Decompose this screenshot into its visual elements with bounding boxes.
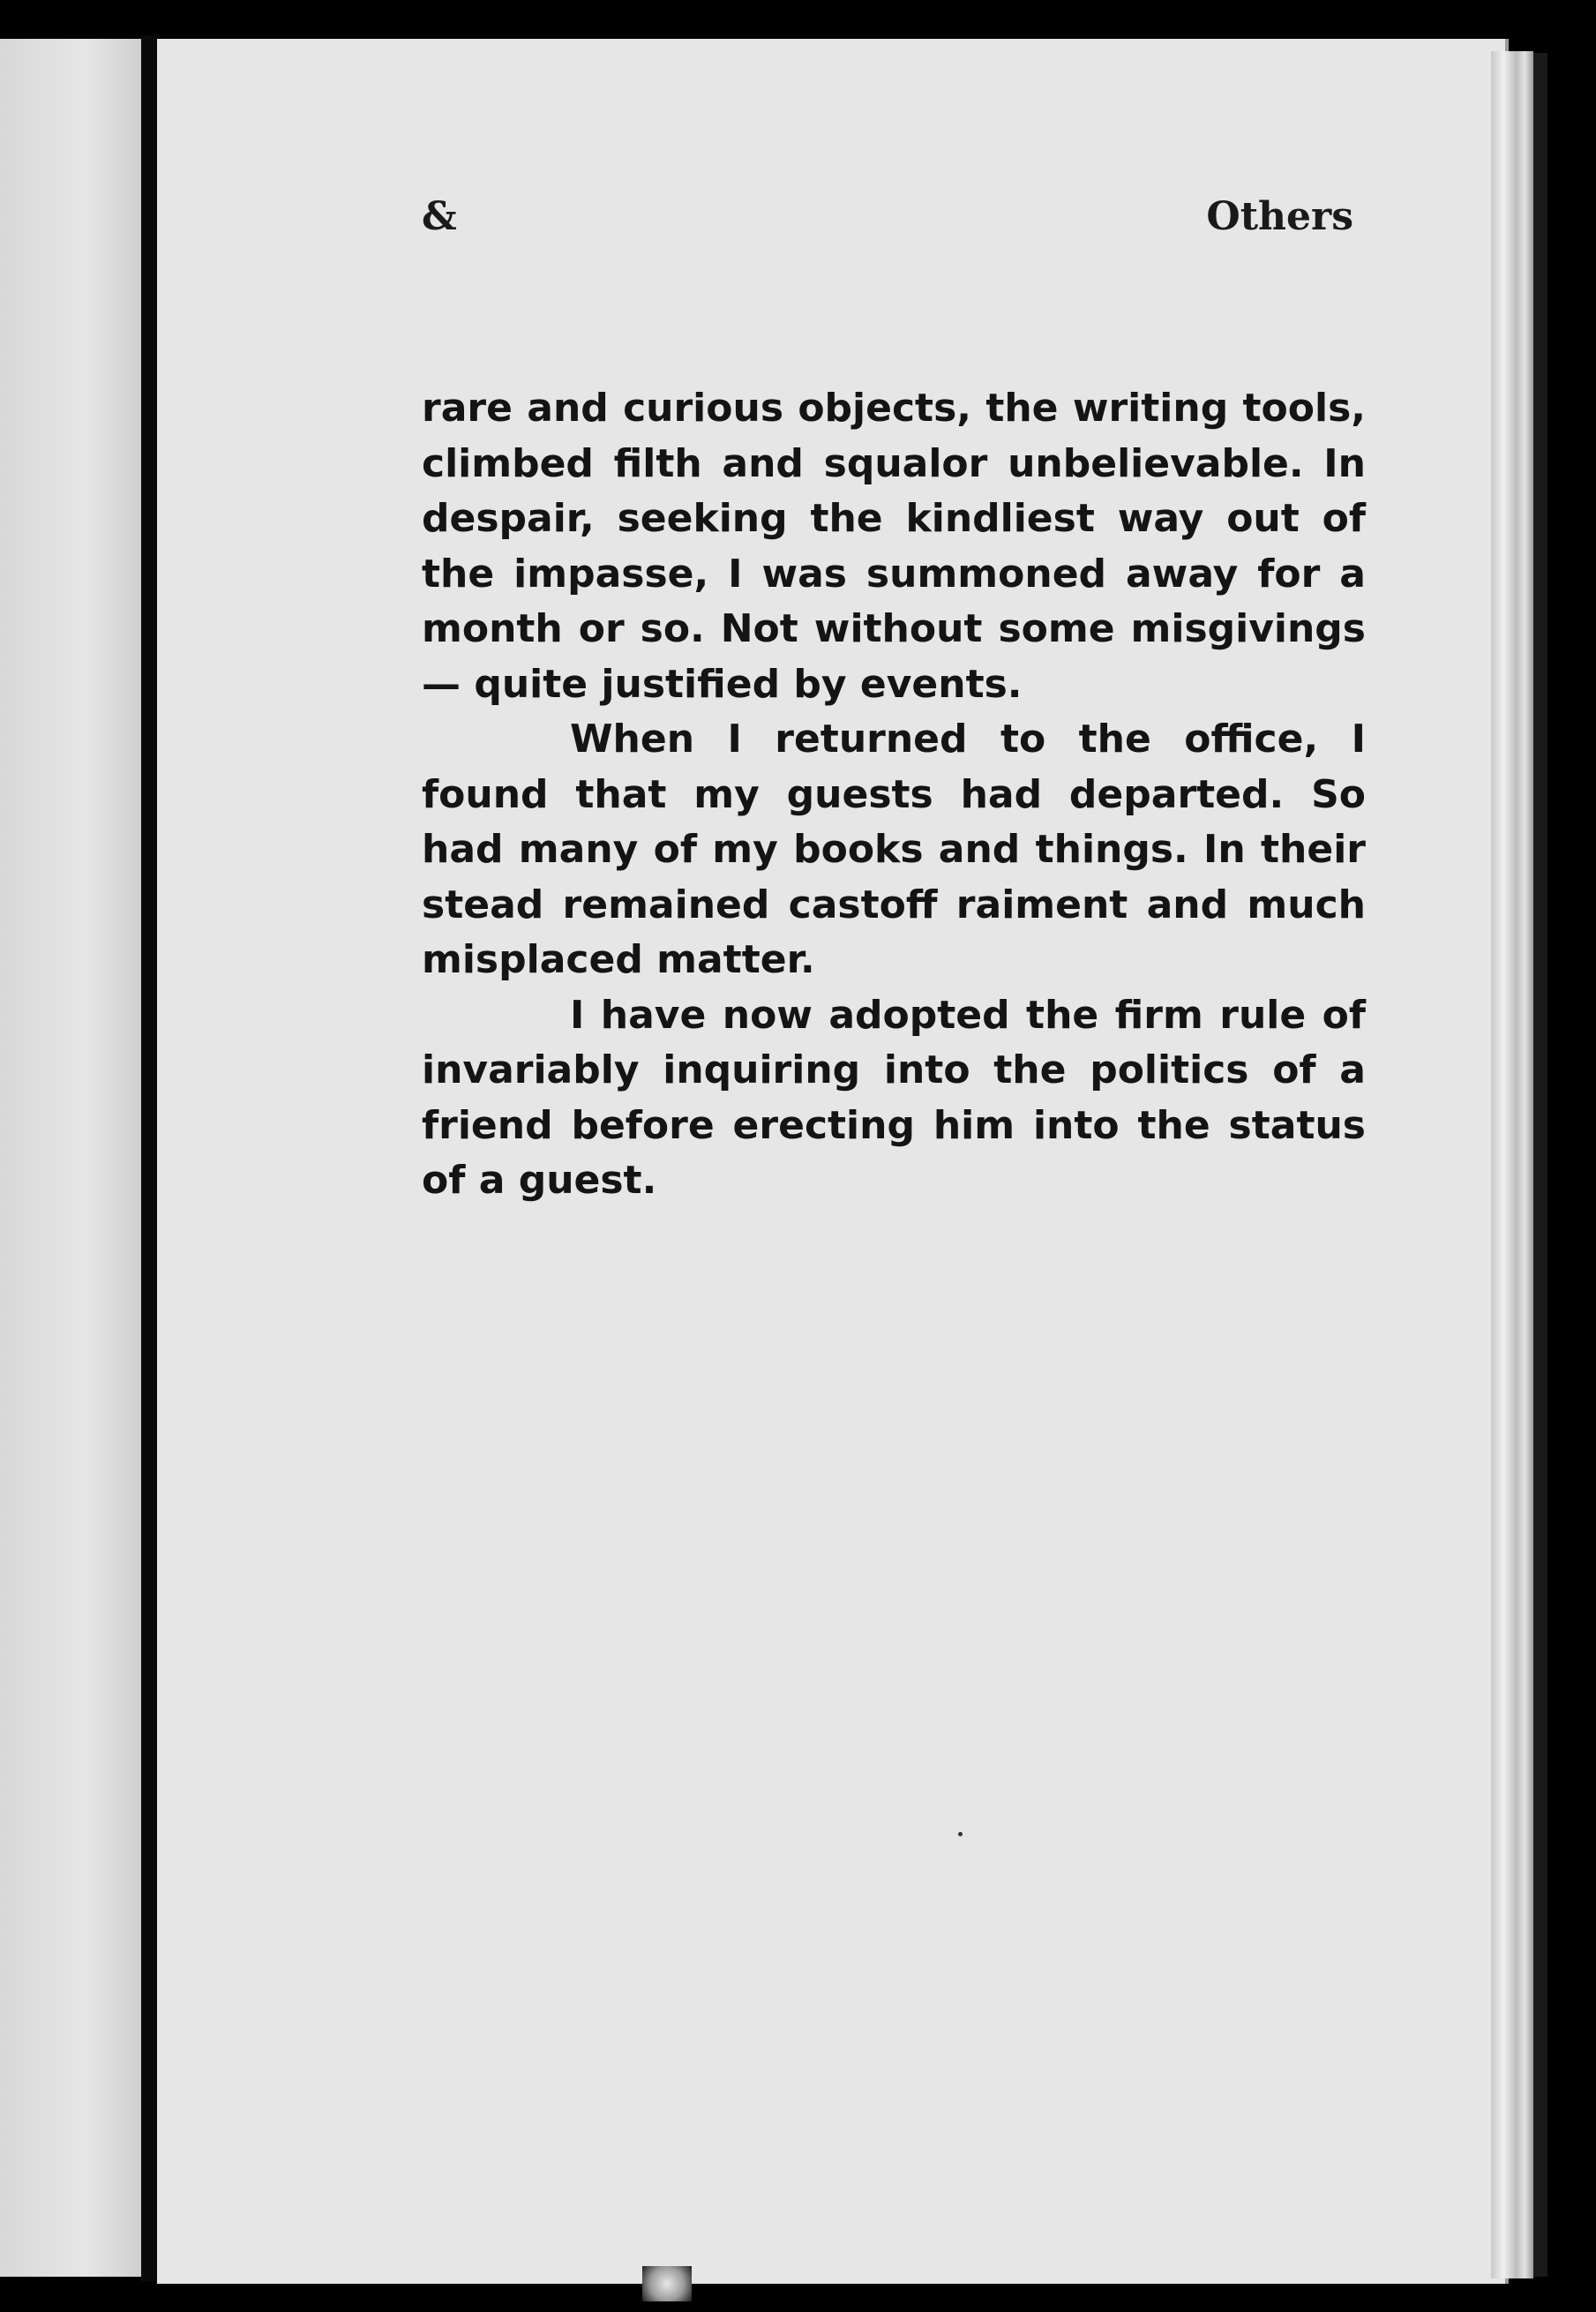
paragraph-1: rare and curious objects, the writing tools, climbed filth and squalor unbelievable. In despair, seeking the kindliest way out of the impasse, I was summoned away for a month or so. Not without some misgivings — quite justified by events. bbox=[422, 386, 1366, 707]
running-head bbox=[422, 194, 1353, 247]
page-edges bbox=[1491, 51, 1533, 2278]
scan-artifact bbox=[642, 2266, 692, 2301]
cover-edge bbox=[1533, 53, 1547, 2277]
ink-speck bbox=[958, 1832, 963, 1836]
paragraph-2: When I returned to the office, I found that my guests had departed. So had many of my books and things. In their stead remained castoff raiment and much misplaced matter. bbox=[422, 717, 1366, 982]
running-head-right: Others bbox=[1206, 194, 1353, 239]
paragraph-3: I have now adopted the firm rule of invariably inquiring into the politics of a friend before erecting him into the status of a guest. bbox=[422, 992, 1366, 1203]
book-gutter bbox=[141, 35, 159, 2281]
left-page-edge bbox=[0, 39, 141, 2277]
body-text bbox=[422, 381, 1366, 1209]
running-head-left: & bbox=[422, 194, 457, 239]
